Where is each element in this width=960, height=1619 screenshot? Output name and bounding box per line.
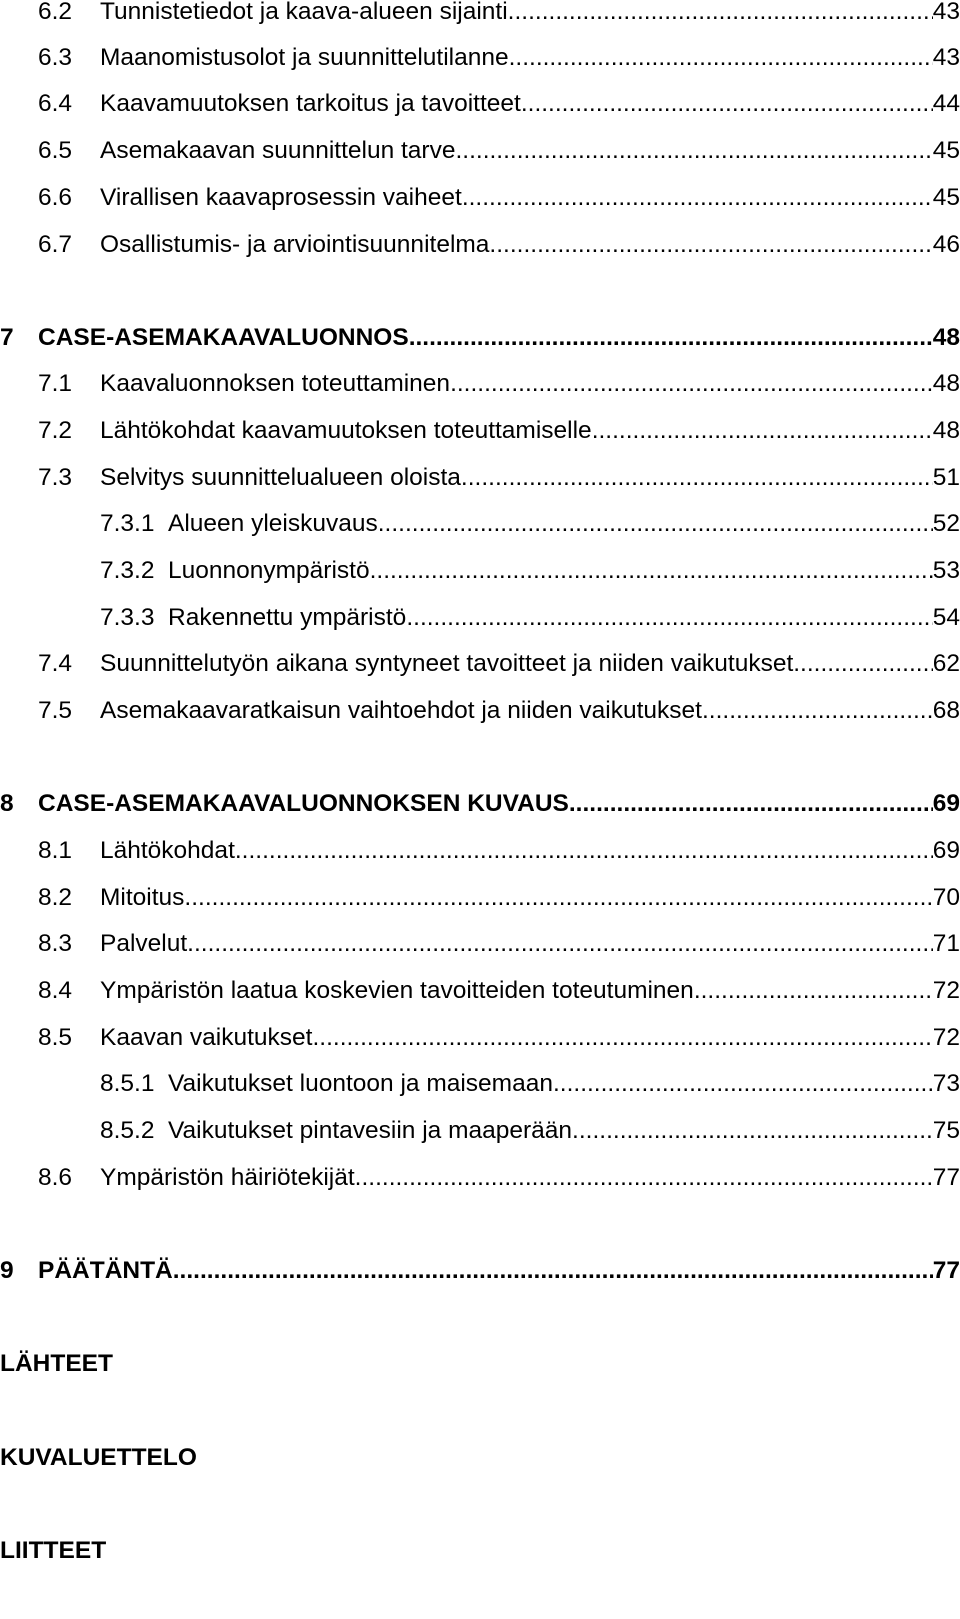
toc-page-number: 72 bbox=[932, 977, 960, 1004]
toc-leader bbox=[461, 460, 933, 496]
toc-number: 8.2 bbox=[38, 884, 73, 911]
toc-number: 6.6 bbox=[38, 184, 73, 211]
toc-title: Tunnistetiedot ja kaava-alueen sijainti bbox=[100, 0, 508, 25]
toc-leader bbox=[184, 880, 932, 916]
toc-entry-7-3-3[interactable] bbox=[0, 600, 960, 636]
toc-entry-8-5-2[interactable] bbox=[0, 1113, 960, 1149]
toc-leader bbox=[702, 693, 933, 729]
toc-number: 6.3 bbox=[38, 44, 73, 71]
toc-number: 7.3.2 bbox=[100, 557, 155, 584]
toc-page-number: 69 bbox=[932, 837, 960, 864]
toc-heading-lahteet[interactable]: LÄHTEET bbox=[0, 1350, 113, 1377]
toc-number: 8.5.1 bbox=[100, 1070, 155, 1097]
toc-title: Palvelut bbox=[100, 930, 188, 957]
toc-entry-8-6[interactable] bbox=[0, 1160, 960, 1196]
toc-title: Ympäristön häiriötekijät bbox=[100, 1164, 355, 1191]
toc-number: 7.3.1 bbox=[100, 510, 155, 537]
toc-title: Lähtökohdat kaavamuutoksen toteuttamiselle bbox=[100, 417, 592, 444]
toc-entry-6-6[interactable] bbox=[0, 180, 960, 216]
toc-number: 9 bbox=[0, 1257, 14, 1284]
toc-leader bbox=[173, 1253, 933, 1289]
toc-title: Virallisen kaavaprosessin vaiheet bbox=[100, 184, 462, 211]
toc-title: CASE-ASEMAKAAVALUONNOS bbox=[38, 324, 409, 351]
toc-heading-liitteet[interactable]: LIITTEET bbox=[0, 1537, 107, 1564]
toc-number: 8.6 bbox=[38, 1164, 73, 1191]
toc-page-number: 45 bbox=[932, 184, 960, 211]
toc-entry-6-7[interactable] bbox=[0, 227, 960, 263]
toc-title: Luonnonympäristö bbox=[168, 557, 370, 584]
toc-entry-7-4[interactable] bbox=[0, 646, 960, 682]
toc-entry-7-2[interactable] bbox=[0, 413, 960, 449]
toc-entry-8-4[interactable] bbox=[0, 973, 960, 1009]
toc-entry-7-3-1[interactable] bbox=[0, 506, 960, 542]
toc-leader bbox=[489, 227, 932, 263]
toc-page-number: 71 bbox=[932, 930, 960, 957]
toc-number: 6.4 bbox=[38, 90, 73, 117]
toc-page-number: 68 bbox=[932, 697, 960, 724]
toc-page-number: 45 bbox=[932, 137, 960, 164]
toc-page-number: 69 bbox=[932, 790, 960, 817]
toc-number: 6.7 bbox=[38, 231, 73, 258]
toc-page-number: 77 bbox=[932, 1164, 960, 1191]
toc-number: 8.5 bbox=[38, 1024, 73, 1051]
toc-number: 6.2 bbox=[38, 0, 73, 25]
toc-leader bbox=[793, 646, 932, 682]
toc-number: 6.5 bbox=[38, 137, 73, 164]
toc-page-number: 54 bbox=[932, 604, 960, 631]
toc-title: Suunnittelutyön aikana syntyneet tavoitteet ja niiden vaikutukset bbox=[100, 650, 794, 677]
toc-number: 8 bbox=[0, 790, 14, 817]
toc-leader bbox=[462, 180, 933, 216]
toc-leader bbox=[694, 973, 933, 1009]
toc-entry-8[interactable] bbox=[0, 786, 960, 822]
toc-title: Ympäristön laatua koskevien tavoitteiden toteutuminen bbox=[100, 977, 694, 1004]
toc-entry-8-1[interactable] bbox=[0, 833, 960, 869]
toc-page-number: 44 bbox=[932, 90, 960, 117]
toc-entry-8-5[interactable] bbox=[0, 1020, 960, 1056]
toc-entry-7[interactable] bbox=[0, 320, 960, 356]
toc-number: 8.4 bbox=[38, 977, 73, 1004]
toc-entry-6-3[interactable] bbox=[0, 40, 960, 76]
toc-entry-6-4[interactable] bbox=[0, 86, 960, 122]
toc-leader bbox=[455, 133, 932, 169]
toc-page-number: 73 bbox=[932, 1070, 960, 1097]
toc-title: Vaikutukset pintavesiin ja maaperään bbox=[168, 1117, 573, 1144]
toc-leader bbox=[187, 926, 933, 962]
toc-leader bbox=[572, 1113, 933, 1149]
toc-title: Asemakaavaratkaisun vaihtoehdot ja niiden vaikutukset bbox=[100, 697, 702, 724]
toc-leader bbox=[370, 553, 933, 589]
toc-leader bbox=[569, 786, 933, 822]
toc-page-number: 70 bbox=[932, 884, 960, 911]
toc-page-number: 43 bbox=[932, 0, 960, 25]
toc-entry-6-5[interactable] bbox=[0, 133, 960, 169]
toc-number: 7.3 bbox=[38, 464, 73, 491]
toc-leader bbox=[509, 40, 933, 76]
toc-title: Vaikutukset luontoon ja maisemaan bbox=[168, 1070, 553, 1097]
toc-page-number: 43 bbox=[932, 44, 960, 71]
toc-title: Selvitys suunnittelualueen oloista bbox=[100, 464, 461, 491]
toc-title: Kaavamuutoksen tarkoitus ja tavoitteet bbox=[100, 90, 521, 117]
toc-number: 7.5 bbox=[38, 697, 73, 724]
toc-leader bbox=[521, 86, 933, 122]
toc-title: Maanomistusolot ja suunnittelutilanne bbox=[100, 44, 509, 71]
toc-number: 7.1 bbox=[38, 370, 73, 397]
toc-leader bbox=[553, 1066, 933, 1102]
toc-page-number: 77 bbox=[932, 1257, 960, 1284]
toc-page-number: 75 bbox=[932, 1117, 960, 1144]
toc-number: 8.1 bbox=[38, 837, 73, 864]
toc-leader bbox=[450, 366, 933, 402]
toc-title: Asemakaavan suunnittelun tarve bbox=[100, 137, 456, 164]
toc-leader bbox=[592, 413, 933, 449]
toc-leader bbox=[355, 1160, 933, 1196]
toc-leader bbox=[378, 506, 933, 542]
toc-title: Kaavan vaikutukset bbox=[100, 1024, 313, 1051]
toc-title: Osallistumis- ja arviointisuunnitelma bbox=[100, 231, 490, 258]
toc-number: 7.4 bbox=[38, 650, 73, 677]
toc-leader bbox=[508, 0, 933, 30]
toc-page-number: 62 bbox=[932, 650, 960, 677]
toc-heading-kuvaluettelo[interactable]: KUVALUETTELO bbox=[0, 1444, 197, 1471]
toc-leader bbox=[312, 1020, 932, 1056]
toc-leader bbox=[235, 833, 933, 869]
toc-entry-7-3[interactable] bbox=[0, 460, 960, 496]
toc-page-number: 48 bbox=[932, 370, 960, 397]
toc-entry-7-1[interactable] bbox=[0, 366, 960, 402]
toc-title: Alueen yleiskuvaus bbox=[168, 510, 378, 537]
toc-number: 8.5.2 bbox=[100, 1117, 155, 1144]
toc-leader bbox=[406, 600, 932, 636]
toc-title: Kaavaluonnoksen toteuttaminen bbox=[100, 370, 451, 397]
toc-entry-8-5-1[interactable] bbox=[0, 1066, 960, 1102]
toc-title: CASE-ASEMAKAAVALUONNOKSEN KUVAUS bbox=[38, 790, 569, 817]
toc-entry-8-2[interactable] bbox=[0, 880, 960, 916]
toc-page-number: 48 bbox=[932, 324, 960, 351]
toc-title: Lähtökohdat bbox=[100, 837, 235, 864]
toc-title: PÄÄTÄNTÄ bbox=[38, 1257, 173, 1284]
toc-entry-8-3[interactable] bbox=[0, 926, 960, 962]
toc-page-number: 52 bbox=[932, 510, 960, 537]
toc-number: 8.3 bbox=[38, 930, 73, 957]
toc-page-number: 51 bbox=[932, 464, 960, 491]
toc-entry-6-2[interactable] bbox=[0, 0, 960, 30]
toc-leader bbox=[409, 320, 933, 356]
toc-number: 7 bbox=[0, 324, 14, 351]
toc-number: 7.3.3 bbox=[100, 604, 155, 631]
toc-entry-7-3-2[interactable] bbox=[0, 553, 960, 589]
toc-entry-7-5[interactable] bbox=[0, 693, 960, 729]
toc-page-number: 53 bbox=[932, 557, 960, 584]
toc-page-number: 48 bbox=[932, 417, 960, 444]
toc-page-number: 72 bbox=[932, 1024, 960, 1051]
toc-page-number: 46 bbox=[932, 231, 960, 258]
toc-title: Rakennettu ympäristö bbox=[168, 604, 407, 631]
toc-title: Mitoitus bbox=[100, 884, 185, 911]
toc-entry-9[interactable] bbox=[0, 1253, 960, 1289]
toc-number: 7.2 bbox=[38, 417, 73, 444]
